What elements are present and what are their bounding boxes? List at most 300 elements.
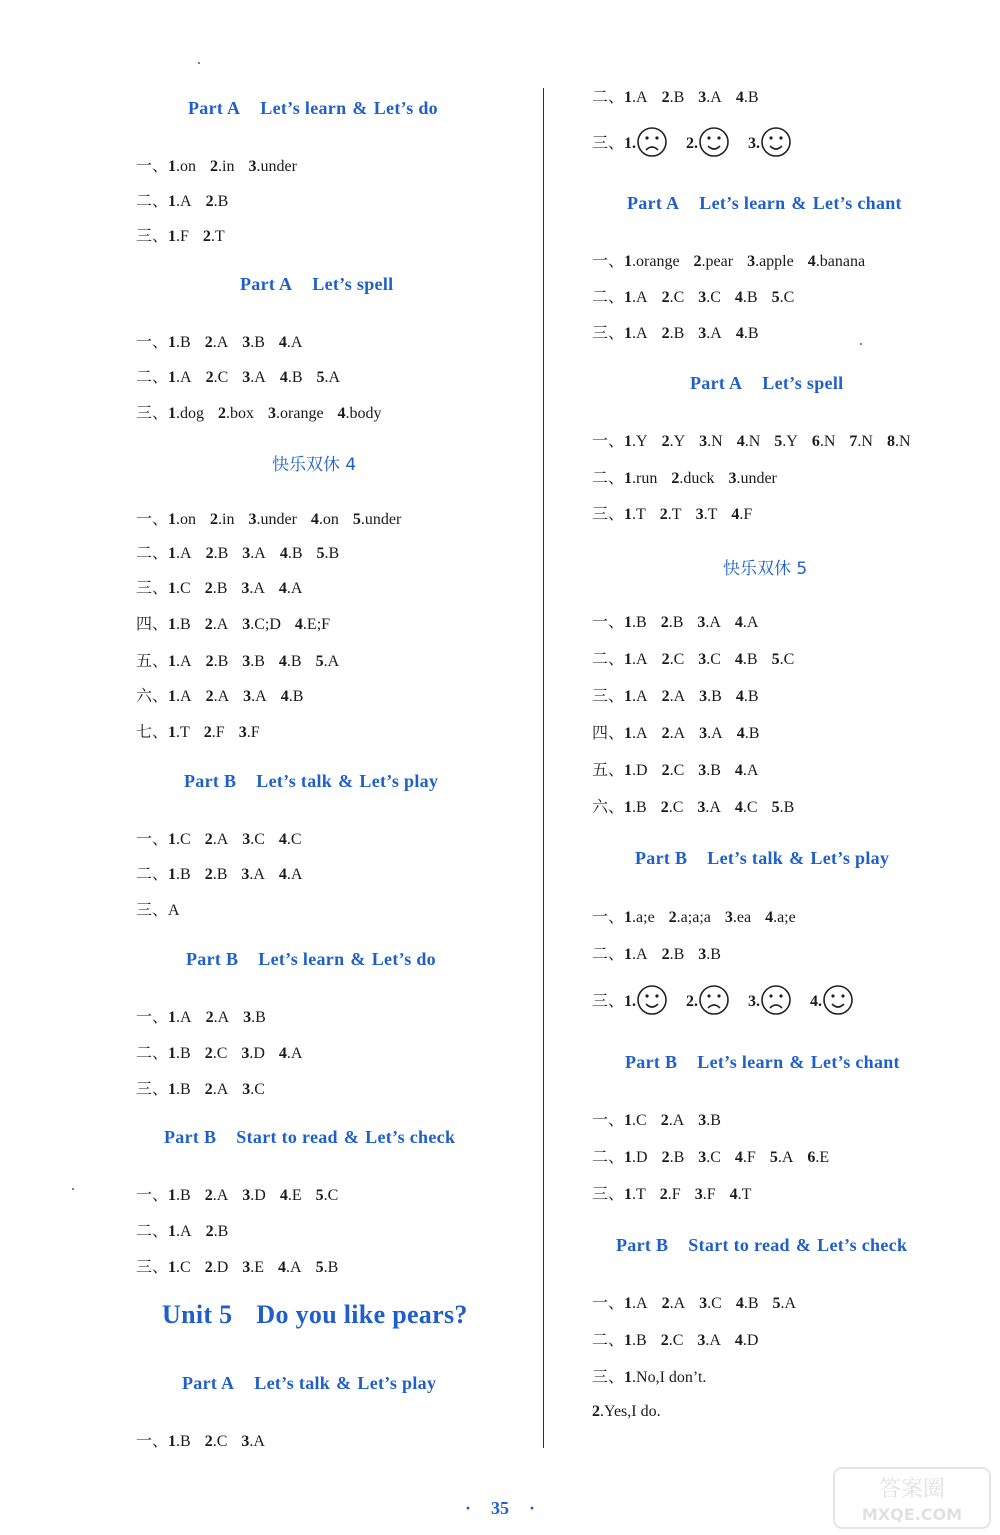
answer-value: .B bbox=[250, 653, 265, 670]
heading-title-1: Let’s spell bbox=[762, 373, 844, 393]
heading-part: Part B bbox=[186, 949, 239, 969]
answer-item: 3. bbox=[748, 135, 796, 152]
answer-number: 3 bbox=[697, 614, 706, 631]
answer-value: .duck bbox=[679, 470, 715, 487]
answer-number: 1 bbox=[168, 405, 177, 422]
answer-number: 2 bbox=[660, 1112, 669, 1129]
answer-number: 2 bbox=[661, 433, 670, 450]
watermark-logo bbox=[832, 1466, 992, 1530]
answer-line bbox=[592, 1107, 735, 1130]
heading-amp: & bbox=[336, 1373, 352, 1393]
answer-line bbox=[592, 609, 772, 632]
answer-number: 2 bbox=[204, 1045, 213, 1062]
answer-value: .A bbox=[249, 1433, 265, 1450]
answer-number: 3 bbox=[695, 506, 704, 523]
answer-item bbox=[697, 799, 721, 816]
answer-item bbox=[206, 193, 229, 210]
answer-value: .pear bbox=[701, 253, 734, 270]
question-label: 二、 bbox=[136, 369, 169, 386]
heading-amp: & bbox=[338, 771, 354, 791]
answer-number: 4 bbox=[279, 1187, 288, 1204]
question-label: 一、 bbox=[136, 511, 169, 528]
answer-value: .A bbox=[176, 1009, 192, 1026]
answer-value: .A bbox=[212, 1081, 229, 1098]
answer-value: .dog bbox=[176, 405, 205, 422]
answer-item bbox=[735, 762, 759, 779]
answer-item bbox=[280, 545, 303, 562]
answer-value: .A bbox=[742, 614, 759, 631]
answer-line bbox=[592, 646, 808, 669]
heading-title-1: Let’s learn bbox=[260, 98, 347, 118]
answer-item bbox=[241, 1045, 265, 1062]
answer-number: 3 bbox=[241, 580, 250, 597]
answer-value: .A bbox=[705, 614, 721, 631]
heading-amp: & bbox=[343, 1127, 360, 1147]
answer-value: .A bbox=[669, 688, 686, 705]
section-heading bbox=[627, 193, 902, 214]
answer-item bbox=[242, 545, 266, 562]
answer-line bbox=[136, 329, 316, 352]
answer-value: .A bbox=[669, 725, 686, 742]
answer-number: 2 bbox=[205, 545, 214, 562]
answer-line bbox=[136, 897, 194, 920]
question-label: 一、 bbox=[136, 1009, 169, 1026]
answer-value: .C bbox=[706, 651, 721, 668]
answer-value: .B bbox=[706, 946, 721, 963]
answer-line bbox=[592, 1327, 772, 1350]
answer-item bbox=[210, 511, 234, 528]
answer-item bbox=[242, 1259, 264, 1276]
answer-item bbox=[243, 688, 267, 705]
answer-value: .A bbox=[777, 1149, 794, 1166]
answer-line bbox=[592, 248, 879, 271]
answer-value: .F bbox=[667, 1186, 681, 1203]
answer-number: 2 bbox=[661, 89, 670, 106]
answer-value: .apple bbox=[755, 253, 794, 270]
answer-line bbox=[136, 1254, 352, 1277]
answer-item bbox=[206, 1223, 229, 1240]
answer-number: 1 bbox=[624, 688, 633, 705]
answer-number: 2 bbox=[661, 1295, 670, 1312]
heading-part: Part B bbox=[164, 1127, 217, 1147]
answer-value: A bbox=[168, 902, 180, 919]
question-label: 一、 bbox=[592, 253, 625, 270]
answer-value: .B bbox=[213, 653, 229, 670]
answer-number: 4 bbox=[734, 799, 743, 816]
answer-line bbox=[592, 757, 772, 780]
answer-item bbox=[887, 433, 911, 450]
answer-number: 2 bbox=[661, 1149, 670, 1166]
answer-number: 1 bbox=[168, 724, 177, 741]
answer-value: .under bbox=[360, 511, 402, 528]
answer-item bbox=[241, 1433, 265, 1450]
answer-number: 1 bbox=[624, 1332, 633, 1349]
answer-value: .B bbox=[632, 799, 647, 816]
answer-number: 2 bbox=[671, 470, 680, 487]
answer-value: .in bbox=[218, 158, 235, 175]
answer-value: .N bbox=[857, 433, 873, 450]
answer-value: .C bbox=[668, 1332, 684, 1349]
answer-number: 8 bbox=[886, 433, 895, 450]
answer-item bbox=[168, 866, 191, 883]
answer-number: 3 bbox=[699, 725, 708, 742]
page-dot-right: · bbox=[529, 1498, 536, 1518]
heading-amp: & bbox=[791, 193, 807, 213]
answer-item bbox=[205, 1259, 229, 1276]
answer-value: .T bbox=[667, 506, 682, 523]
answer-value: .E bbox=[287, 1187, 302, 1204]
answer-item bbox=[168, 228, 189, 245]
answer-number: 2 bbox=[693, 253, 702, 270]
answer-item: 1. bbox=[624, 135, 672, 152]
answer-number: 1 bbox=[624, 433, 633, 450]
answer-value: .B bbox=[251, 1009, 266, 1026]
answer-number: 4 bbox=[736, 433, 745, 450]
question-label: 六、 bbox=[592, 799, 625, 816]
answer-number: 3 bbox=[699, 1295, 708, 1312]
answer-item bbox=[698, 946, 721, 963]
answer-number: 2 bbox=[204, 1259, 213, 1276]
heading-title-1: Start to read bbox=[236, 1127, 338, 1147]
question-label: 三、 bbox=[592, 1186, 625, 1203]
answer-item bbox=[242, 831, 265, 848]
answer-value: .B bbox=[213, 1223, 229, 1240]
answer-item bbox=[311, 511, 339, 528]
answer-number: 4 bbox=[278, 1045, 287, 1062]
answer-item bbox=[849, 433, 873, 450]
answer-value: .D bbox=[212, 1259, 229, 1276]
answer-value: .A bbox=[176, 369, 192, 386]
answer-item bbox=[205, 616, 229, 633]
answer-number: 1 bbox=[624, 725, 633, 742]
answer-item bbox=[735, 614, 759, 631]
answer-line bbox=[592, 794, 808, 817]
page-number-value: 35 bbox=[491, 1498, 509, 1518]
answer-value: .A bbox=[780, 1295, 797, 1312]
answer-item bbox=[168, 1259, 191, 1276]
answer-number: 3 bbox=[699, 433, 708, 450]
answer-value: .A bbox=[286, 334, 303, 351]
answer-number: 3 bbox=[242, 1259, 251, 1276]
answer-number: 3 bbox=[724, 909, 733, 926]
question-label: 一、 bbox=[136, 334, 169, 351]
answer-number: 4 bbox=[280, 688, 289, 705]
answer-item bbox=[698, 1112, 721, 1129]
answer-item bbox=[695, 1186, 716, 1203]
answer-number: 1 bbox=[624, 470, 633, 487]
answer-number: 4 bbox=[729, 1186, 738, 1203]
answer-value: .B bbox=[176, 866, 191, 883]
answer-value: .A bbox=[632, 651, 648, 668]
answer-value: .A bbox=[212, 334, 229, 351]
answer-item bbox=[731, 506, 752, 523]
answer-line bbox=[136, 1218, 242, 1241]
answer-number: 7 bbox=[849, 433, 858, 450]
answer-value: .under bbox=[736, 470, 777, 487]
heading-title-1: Let’s talk bbox=[707, 848, 784, 868]
answer-value: .on bbox=[318, 511, 339, 528]
answer-number: 2 bbox=[218, 405, 227, 422]
answer-number: 4 bbox=[735, 89, 744, 106]
answer-number: 2 bbox=[661, 289, 670, 306]
answer-value: .E;F bbox=[302, 616, 331, 633]
answer-number: 5 bbox=[315, 653, 324, 670]
answer-value: .D bbox=[249, 1045, 265, 1062]
answer-value: .N bbox=[894, 433, 911, 450]
answer-number: 2 bbox=[668, 909, 677, 926]
answer-value: .B bbox=[706, 762, 721, 779]
answer-item bbox=[168, 1223, 192, 1240]
answer-item: 3. bbox=[748, 993, 796, 1010]
answer-line bbox=[136, 826, 316, 849]
heading-title-1: Start to read bbox=[688, 1235, 790, 1255]
answer-value: .F bbox=[742, 1149, 756, 1166]
answer-item bbox=[243, 1009, 266, 1026]
answer-item bbox=[735, 1149, 756, 1166]
answer-item bbox=[242, 653, 265, 670]
answer-number: 5 bbox=[316, 369, 325, 386]
answer-number: 4 bbox=[735, 325, 744, 342]
answer-number: 5 bbox=[769, 1149, 778, 1166]
answer-value: .A bbox=[213, 688, 230, 705]
answer-item bbox=[662, 89, 685, 106]
answer-item bbox=[624, 1332, 647, 1349]
answer-item bbox=[168, 688, 192, 705]
answer-item bbox=[662, 651, 685, 668]
answer-number: 2 bbox=[204, 616, 213, 633]
answer-item bbox=[662, 325, 685, 342]
question-label: 一、 bbox=[136, 158, 169, 175]
section-heading bbox=[184, 771, 438, 792]
answer-value: .T bbox=[703, 506, 718, 523]
answer-line bbox=[592, 1181, 765, 1204]
answer-number: 4 bbox=[278, 1259, 287, 1276]
page-dot-left: · bbox=[464, 1498, 471, 1518]
answer-item bbox=[278, 1259, 302, 1276]
question-label: 二、 bbox=[136, 866, 169, 883]
answer-value: .B bbox=[669, 946, 685, 963]
answer-item: 4. bbox=[810, 993, 858, 1010]
answer-line bbox=[136, 1004, 280, 1027]
answer-number: 1 bbox=[168, 1045, 177, 1062]
answer-value: .B bbox=[176, 334, 191, 351]
answer-item bbox=[624, 1369, 706, 1386]
answer-item bbox=[279, 1045, 303, 1062]
answer-number: 2 bbox=[660, 799, 669, 816]
heading-part: Part A bbox=[627, 193, 680, 213]
answer-value: .C bbox=[213, 369, 229, 386]
answer-value: .N bbox=[819, 433, 836, 450]
answer-item bbox=[698, 1149, 721, 1166]
answer-item bbox=[205, 580, 228, 597]
answer-item bbox=[698, 289, 721, 306]
answer-value: .Y bbox=[782, 433, 798, 450]
heading-title-1: Let’s talk bbox=[256, 771, 333, 791]
question-label: 三、 bbox=[592, 135, 625, 153]
weekend-heading bbox=[723, 554, 807, 579]
answer-value: .B bbox=[176, 1187, 191, 1204]
answer-value: .D bbox=[632, 762, 648, 779]
answer-item bbox=[661, 1112, 685, 1129]
answer-item bbox=[168, 405, 204, 422]
answer-number: 3 bbox=[694, 1186, 703, 1203]
question-label: 二、 bbox=[592, 651, 625, 668]
answer-item bbox=[624, 470, 657, 487]
question-label: 一、 bbox=[136, 1187, 169, 1204]
answer-line bbox=[592, 941, 735, 964]
heading-title-2: Let’s chant bbox=[810, 1052, 900, 1072]
heading-title-2: Let’s play bbox=[357, 1373, 437, 1393]
answer-number: 4 bbox=[294, 616, 303, 633]
question-label: 三、 bbox=[136, 1259, 169, 1276]
answer-value: .in bbox=[218, 511, 235, 528]
answer-number: 4 bbox=[279, 369, 288, 386]
heading-part: Part B bbox=[635, 848, 688, 868]
answer-value: .B bbox=[743, 325, 759, 342]
smiley-face-icon bbox=[636, 984, 668, 1021]
answer-item bbox=[624, 651, 648, 668]
answer-item bbox=[168, 653, 192, 670]
answer-item bbox=[699, 1295, 722, 1312]
answer-number: 3 bbox=[243, 688, 252, 705]
answer-number: 3 bbox=[238, 724, 247, 741]
unit-title bbox=[162, 1300, 468, 1330]
answer-item bbox=[316, 1259, 339, 1276]
answer-item bbox=[168, 724, 190, 741]
answer-number: 4 bbox=[731, 506, 740, 523]
answer-item bbox=[736, 1295, 759, 1312]
answer-value: .C bbox=[706, 1149, 721, 1166]
answer-number: 3 bbox=[698, 651, 707, 668]
answer-value: .ea bbox=[732, 909, 752, 926]
answer-number: 2 bbox=[204, 580, 213, 597]
answer-value: .A bbox=[250, 369, 266, 386]
answer-line bbox=[136, 861, 316, 884]
answer-number: 6 bbox=[811, 433, 820, 450]
section-heading bbox=[182, 1373, 436, 1394]
answer-line bbox=[136, 364, 354, 387]
answer-item bbox=[168, 193, 192, 210]
answer-item bbox=[206, 653, 229, 670]
answer-value: .under bbox=[256, 511, 297, 528]
question-label: 二、 bbox=[136, 1045, 169, 1062]
answer-item bbox=[624, 762, 648, 779]
heading-title-2: Let’s play bbox=[810, 848, 890, 868]
answer-item bbox=[698, 762, 721, 779]
answer-number: 1 bbox=[624, 1112, 633, 1129]
heading-title-2: Let’s check bbox=[817, 1235, 908, 1255]
answer-value: .A bbox=[742, 762, 759, 779]
answer-item bbox=[168, 334, 191, 351]
heading-title-1: Let’s spell bbox=[312, 274, 394, 294]
answer-line bbox=[136, 188, 242, 211]
answer-item bbox=[218, 405, 254, 422]
answer-item bbox=[736, 325, 759, 342]
question-label: 三、 bbox=[592, 993, 625, 1011]
answer-number: 3 bbox=[698, 289, 707, 306]
answer-value: .A bbox=[286, 1045, 303, 1062]
answer-number: 4 bbox=[735, 1295, 744, 1312]
answer-number: 5 bbox=[772, 1295, 781, 1312]
answer-number: 3 bbox=[242, 334, 251, 351]
answer-number: 1 bbox=[624, 253, 633, 270]
answer-value: .a;e bbox=[773, 909, 796, 926]
answer-item bbox=[735, 651, 758, 668]
answer-item bbox=[206, 1009, 230, 1026]
answer-value: .A bbox=[705, 799, 721, 816]
answer-line bbox=[592, 904, 810, 927]
answer-value: .A bbox=[176, 1223, 192, 1240]
answer-item bbox=[242, 1081, 265, 1098]
answer-item bbox=[624, 1295, 648, 1312]
answer-value: .B bbox=[176, 1081, 191, 1098]
answer-value: .A bbox=[669, 1295, 686, 1312]
answer-number: 3 bbox=[698, 325, 707, 342]
answer-item bbox=[624, 253, 680, 270]
answer-value: .C bbox=[250, 831, 265, 848]
answer-item bbox=[662, 1149, 685, 1166]
answer-item bbox=[168, 1433, 191, 1450]
answer-number: 1 bbox=[624, 89, 633, 106]
answer-number: 2 bbox=[204, 1081, 213, 1098]
answer-value: .A bbox=[632, 289, 648, 306]
answer-value: .A bbox=[632, 725, 648, 742]
question-label: 三、 bbox=[136, 405, 169, 422]
answer-number: 2 bbox=[661, 946, 670, 963]
answer-value: .B bbox=[779, 799, 795, 816]
answer-item bbox=[280, 369, 303, 386]
answer-number: 2 bbox=[661, 762, 670, 779]
answer-line bbox=[592, 1144, 843, 1167]
answer-number: 1 bbox=[168, 831, 177, 848]
answer-item bbox=[660, 506, 682, 523]
answer-number: 1 bbox=[168, 158, 177, 175]
answer-value: .D bbox=[742, 1332, 759, 1349]
answer-item bbox=[660, 1186, 681, 1203]
answer-value: .A bbox=[705, 1332, 721, 1349]
section-heading bbox=[616, 1235, 907, 1256]
answer-value: .B bbox=[287, 545, 303, 562]
question-label: 二、 bbox=[592, 289, 625, 306]
answer-number: 1 bbox=[168, 1223, 177, 1240]
question-label: 四、 bbox=[592, 725, 625, 742]
answer-value: .No,I don’t. bbox=[632, 1369, 707, 1386]
section-heading bbox=[690, 373, 843, 394]
answer-item bbox=[812, 433, 836, 450]
question-label: 一、 bbox=[592, 433, 625, 450]
answer-number: 2 bbox=[204, 334, 213, 351]
answer-number: 2 bbox=[204, 866, 213, 883]
answer-item bbox=[662, 946, 685, 963]
answer-value: .under bbox=[256, 158, 297, 175]
answer-item bbox=[698, 325, 722, 342]
answer-number: 1 bbox=[168, 580, 177, 597]
answer-value: .C bbox=[779, 651, 795, 668]
answer-item: 1. bbox=[624, 993, 672, 1010]
answer-value: .F bbox=[176, 228, 189, 245]
answer-item: 2. bbox=[686, 993, 734, 1010]
question-label: 七、 bbox=[136, 724, 169, 741]
answer-line bbox=[136, 683, 317, 706]
heading-title-1: Let’s talk bbox=[254, 1373, 331, 1393]
answer-line bbox=[136, 540, 353, 563]
weekend-heading-text: 快乐双休 4 bbox=[272, 455, 357, 475]
answer-value: .A bbox=[632, 688, 648, 705]
answer-item bbox=[205, 866, 228, 883]
answer-value: .A bbox=[707, 725, 723, 742]
answer-item bbox=[662, 289, 685, 306]
answer-item bbox=[242, 616, 281, 633]
